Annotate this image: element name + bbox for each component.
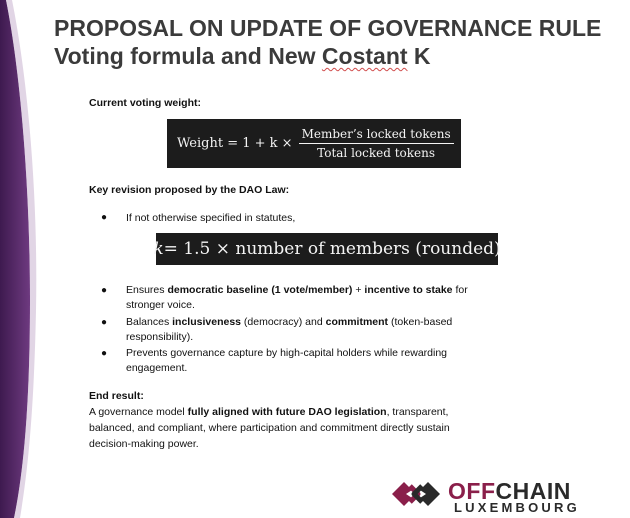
text-span: (token-based [388,316,453,328]
slide-title [54,14,624,70]
bullet-dot: ● [101,285,108,296]
text-bold: incentive to stake [364,284,453,296]
formula-fraction [299,127,454,160]
current-weight-label: Current voting weight: [89,97,201,109]
bullet-democratic-baseline-line2: stronger voice. [126,299,195,311]
bullet-prevents-capture-line2: engagement. [126,362,188,374]
bullet-democratic-baseline [126,283,468,298]
text-span: (democracy) and [241,316,326,328]
bullet-dot: ● [101,317,108,328]
chain-link-icon [388,480,444,508]
left-decorative-band [0,0,40,518]
text-bold: inclusiveness [172,316,241,328]
text-span: , transparent, [386,406,449,418]
logo-chain-text: CHAIN [495,478,571,504]
title-line-1: PROPOSAL ON UPDATE OF GOVERNANCE RULE [54,15,602,41]
title-line-2 [54,42,624,70]
text-bold: commitment [325,316,389,328]
end-result-line-2: balanced, and compliant, where participation and commitment directly sustain [89,422,450,434]
text-bold: fully aligned with future DAO legislation [187,406,387,418]
formula-denominator: Total locked tokens [317,146,436,160]
text-span: Ensures [126,284,168,296]
logo-off-text: OFF [448,478,496,504]
formula-k-rest: = 1.5 × number of members (rounded) [163,239,501,259]
end-result-line-1 [89,405,448,420]
title-line-2-prefix: Voting formula and New [54,43,322,69]
revision-label: Key revision proposed by the DAO Law: [89,184,290,196]
bullet-balances [126,315,452,330]
formula-k-symbol: k [153,239,164,259]
bullet-dot: ● [101,348,108,359]
logo-subtitle: LUXEMBOURG [454,500,580,515]
formula-lhs: Weight = 1 + k × [177,136,293,151]
title-line-2-misspelled-word: Costant [321,43,408,69]
end-result-line-3: decision-making power. [89,438,199,450]
text-span: for [452,284,468,296]
text-bold: democratic baseline (1 vote/member) [167,284,353,296]
end-result-label: End result: [89,390,144,402]
bullet-balances-line2: responsibility). [126,331,194,343]
formula-numerator: Member’s locked tokens [299,127,454,144]
offchain-luxembourg-logo [388,478,628,514]
bullet-statutes: If not otherwise specified in statutes, [126,212,296,224]
text-span: Balances [126,316,173,328]
voting-weight-formula [167,119,461,168]
text-span: + [352,284,365,296]
bullet-prevents-capture: Prevents governance capture by high-capital holders while rewarding [126,347,448,359]
text-span: A governance model [89,406,188,418]
constant-k-formula [153,233,501,265]
bullet-dot: ● [101,212,108,223]
title-line-2-suffix: K [407,43,431,69]
